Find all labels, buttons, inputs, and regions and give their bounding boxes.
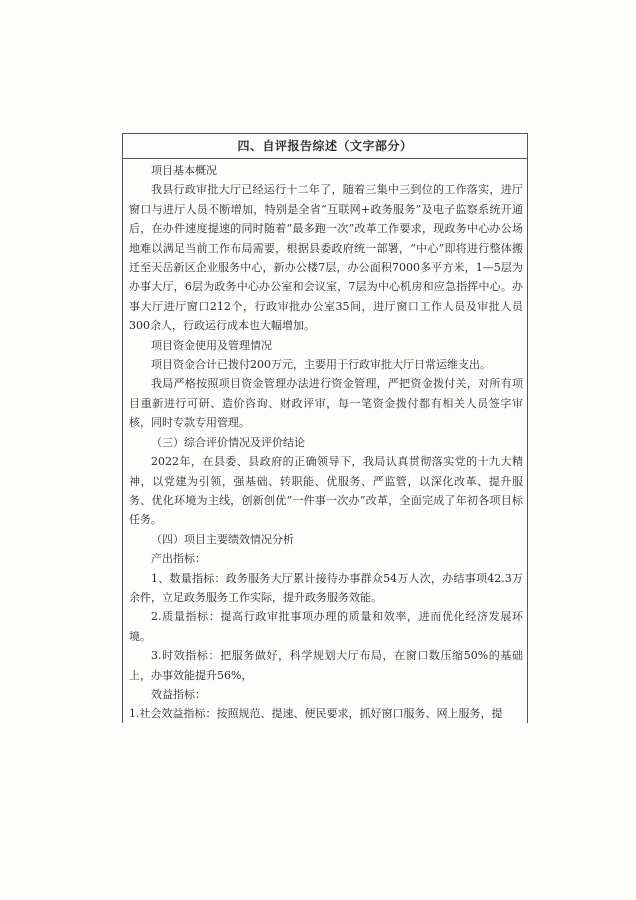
paragraph-social-benefit: 1.社会效益指标：按照规范、提速、便民要求，抓好窗口服务、网上服务，提 [129, 707, 503, 721]
section-title: 四、自评报告综述（文字部分） [123, 134, 527, 159]
paragraph-fund-management: 我局严格按照项目资金管理办法进行资金管理，严把资金拨付关，对所有项目重新进行可研、造价咨询、财政评审，每一笔资金拨付都有相关人员签字审核，同时专款专用管理。 [129, 377, 523, 430]
paragraph-quantity-indicator: 1、数量指标：政务服务大厅累计接待办事群众54万人次，办结事项42.3万余件，立足政务服务工作实际，提升政务服务效能。 [129, 571, 523, 604]
report-table [122, 133, 528, 723]
paragraph-quality-indicator: 2.质量指标：提高行政审批事项办理的质量和效率，进而优化经济发展环境。 [129, 610, 523, 643]
paragraph-evaluation-heading: （三）综合评价情况及评价结论 [151, 435, 305, 449]
paragraph-project-overview: 我县行政审批大厅已经运行十二年了，随着三集中三到位的工作落实，进厅窗口与进厅人员不断增加，特别是全省“互联网+政务服务”及电子监察系统开通后，在办件速度提速的同时随着“最多跑一次”改革工作要求，现政务中心办公场地难以满足当前工作布局需要，根据县委政府统一部署，“中心”即将进行整体搬迁至天岳新区企业服务中心，新办公楼7层，办公面积7000多平方米，1—5层为办事大厅，6层为政务中心办公室和会议室，7层为中心机房和应急指挥中心。办事大厅进厅窗口212个，行政审批办公室35间，进厅窗口工作人员及审批人员300余人，行政运行成本也大幅增加。 [129, 183, 523, 333]
paragraph-fund-usage-heading: 项目资金使用及管理情况 [151, 338, 272, 352]
paragraph-project-overview-heading: 项目基本概况 [151, 164, 217, 177]
paragraph-output-indicators: 产出指标： [151, 552, 206, 566]
paragraph-performance-heading: （四）项目主要绩效情况分析 [151, 532, 294, 546]
report-body [123, 159, 527, 724]
paragraph-timeliness-indicator: 3.时效指标：把服务做好，科学规划大厅布局，在窗口数压缩50%的基础上，办事效能提升56%， [129, 649, 523, 682]
paragraph-fund-allocated: 项目资金合计已拨付200万元，主要用于行政审批大厅日常运维支出。 [151, 358, 491, 372]
paragraph-benefit-indicators: 效益指标： [151, 687, 206, 701]
paragraph-evaluation-conclusion: 2022年，在县委、县政府的正确领导下，我局认真贯彻落实党的十九大精神，以党建为引领，强基础、转职能、优服务、严监管，以深化改革、提升服务、优化环境为主线，创新创优“一件事一次办”改革，全面完成了年初各项目标任务。 [129, 455, 523, 527]
